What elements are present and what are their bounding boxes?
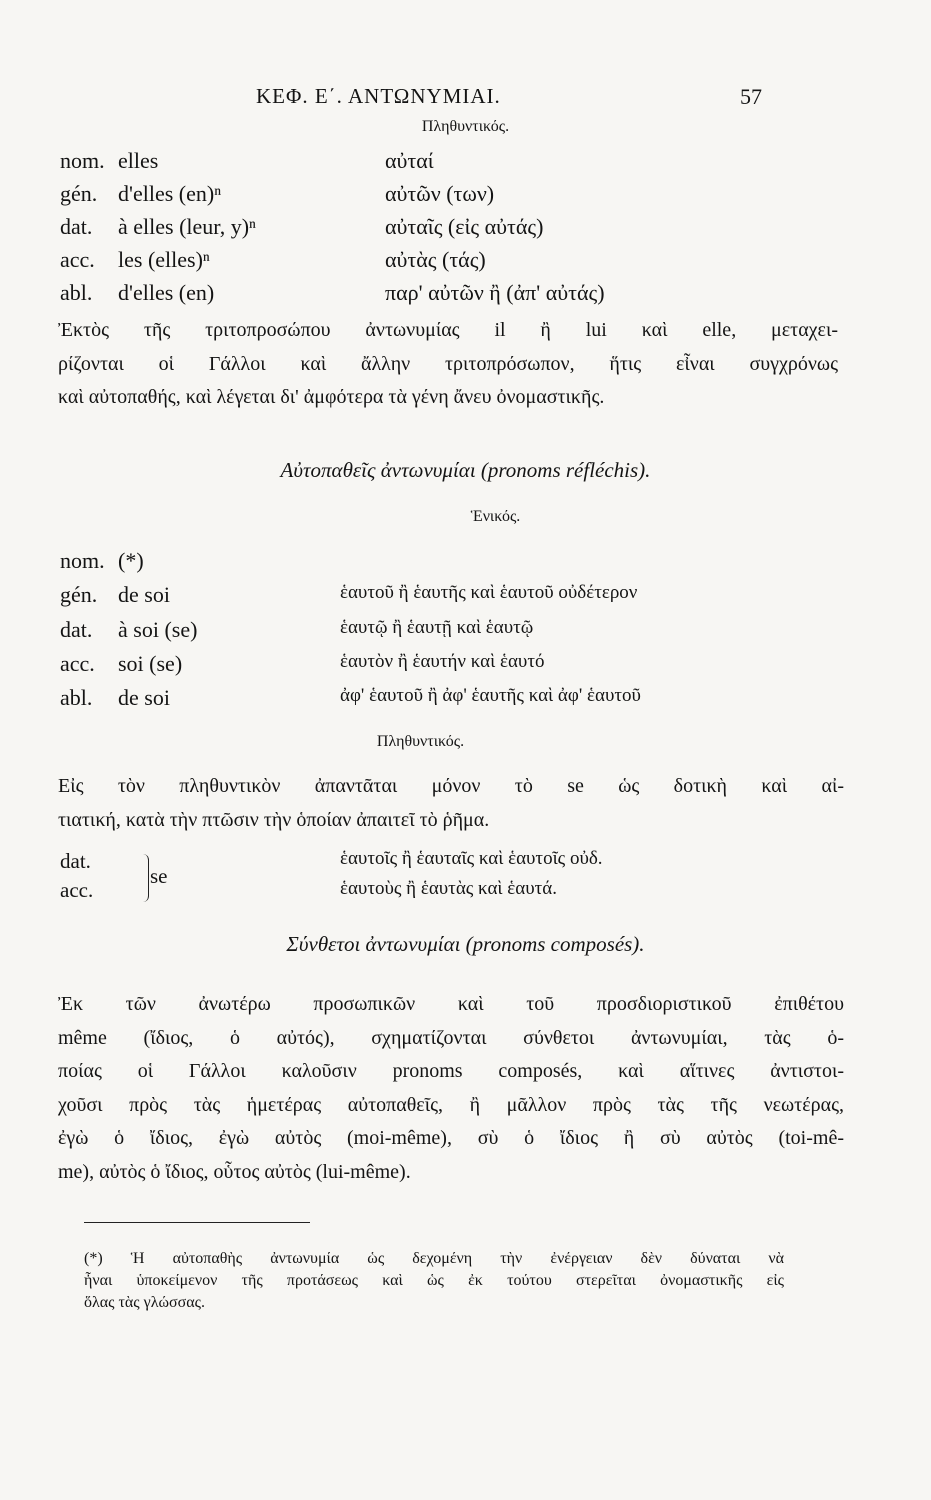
- case-label: abl.: [60, 280, 93, 305]
- case-label: acc.: [60, 247, 95, 272]
- text-line: même (ἴδιος, ὁ αὐτός), σχηματίζονται σύνθετοι ἀντωνυμίαι, τὰς ὁ-: [58, 1026, 844, 1049]
- case-label: dat.: [60, 214, 93, 239]
- greek-dat: ἑαυτοῖς ἢ ἑαυταῖς καὶ ἑαυτοῖς οὐδ.: [340, 848, 603, 869]
- case-label-dat: dat.: [60, 849, 91, 873]
- text-line: Ἐκ τῶν ἀνωτέρω προσωπικῶν καὶ τοῦ προσδιοριστικοῦ ἐπιθέτου: [58, 993, 844, 1015]
- paragraph-compound: [58, 988, 844, 1189]
- table-row: [60, 280, 880, 312]
- plural-caption: Πληθυντικός.: [421, 118, 510, 135]
- table-row: [60, 582, 880, 614]
- text-line: ρίζονται οἱ Γάλλοι καὶ ἄλλην τριτοπρόσωπον, ἥτις εἶναι συγχρόνως: [58, 352, 838, 375]
- greek-form: αὐταῖς (εἰς αὐτάς): [385, 214, 544, 239]
- case-label: nom.: [60, 548, 105, 573]
- page-number: 57: [740, 84, 762, 109]
- text-line: καὶ αὐτοπαθής, καὶ λέγεται δι' ἀμφότερα τὰ γένη ἄνευ ὀνομαστικῆς.: [58, 386, 605, 408]
- french-form: d'elles (en): [118, 280, 215, 305]
- footnote-line: ἦναι ὑποκείμενον τῆς προτάσεως καὶ ὡς ἐκ τούτου στερεῖται ὀνομαστικῆς εἰς: [84, 1272, 784, 1289]
- table-row: [60, 685, 880, 717]
- greek-form: ἑαυτὸν ἢ ἑαυτήν καὶ ἑαυτό: [340, 651, 545, 672]
- greek-form: παρ' αὐτῶν ἢ (ἀπ' αὐτάς): [385, 280, 605, 305]
- table-row: [60, 548, 880, 580]
- case-label: nom.: [60, 148, 105, 173]
- reflexive-heading: Αὐτοπαθεῖς ἀντωνυμίαι (pronoms réfléchis).: [280, 458, 651, 482]
- table-row: [60, 181, 880, 213]
- case-label: abl.: [60, 685, 93, 710]
- greek-form: ἑαυτῷ ἢ ἑαυτῇ καὶ ἑαυτῷ: [340, 617, 534, 638]
- text-line: ποίας οἱ Γάλλοι καλοῦσιν pronoms composés, καὶ αἵτινες ἀντιστοι-: [58, 1060, 844, 1082]
- case-label: gén.: [60, 181, 98, 206]
- footnote-line: (*) Ἡ αὐτοπαθὴς ἀντωνυμία ὡς δεχομένη τὴν ἐνέργειαν δὲν δύναται νὰ: [84, 1250, 784, 1267]
- greek-form: ἑαυτοῦ ἢ ἑαυτῆς καὶ ἑαυτοῦ οὐδέτερον: [340, 582, 638, 603]
- table-row: [60, 617, 880, 649]
- french-form: à elles (leur, y)ⁿ: [118, 214, 256, 239]
- greek-acc: ἑαυτοὺς ἢ ἑαυτὰς καὶ ἑαυτά.: [340, 878, 557, 899]
- case-label-acc: acc.: [60, 878, 94, 902]
- footnote-line: ὅλας τὰς γλώσσας.: [84, 1294, 205, 1311]
- french-form: de soi: [118, 685, 170, 710]
- se-word: se: [150, 864, 168, 888]
- french-form: soi (se): [118, 651, 183, 676]
- french-form: à soi (se): [118, 617, 198, 642]
- greek-form: ἀφ' ἑαυτοῦ ἢ ἀφ' ἑαυτῆς καὶ ἀφ' ἑαυτοῦ: [340, 685, 641, 706]
- text-line: τιατική, κατὰ τὴν πτῶσιν τὴν ὁποίαν ἀπαιτεῖ τὸ ῥῆμα.: [58, 808, 490, 831]
- singular-caption: Ἑνικός.: [470, 508, 521, 525]
- french-form: elles: [118, 148, 159, 173]
- compound-heading: Σύνθετοι ἀντωνυμίαι (pronoms composés).: [286, 932, 645, 956]
- table-row: [60, 651, 880, 683]
- case-label: gén.: [60, 582, 98, 607]
- table-row: [60, 214, 880, 246]
- footnote-rule: [84, 1222, 310, 1223]
- french-form: de soi: [118, 582, 170, 607]
- running-header: ΚΕΦ. Ε΄. ΑΝΤΩΝΥΜΙΑΙ.: [256, 84, 501, 108]
- plural-caption-2: Πληθυντικός.: [376, 733, 465, 750]
- text-line: Εἰς τὸν πληθυντικὸν ἀπαντᾶται μόνον τὸ se ὡς δοτικὴ καὶ αἰ-: [58, 775, 844, 797]
- table-row: [60, 148, 880, 180]
- case-label: dat.: [60, 617, 93, 642]
- table-row: [60, 247, 880, 279]
- french-form: (*): [118, 548, 144, 573]
- footnote: [84, 1248, 784, 1314]
- paragraph-third-person: [58, 314, 838, 415]
- text-line: χοῦσι πρὸς τὰς ἡμετέρας αὐτοπαθεῖς, ἢ μᾶλλον πρὸς τὰς τῆς νεωτέρας,: [58, 1093, 844, 1116]
- text-line: me), αὐτὸς ὁ ἴδιος, οὗτος αὐτὸς (lui-même).: [58, 1160, 411, 1183]
- text-line: ἐγὼ ὁ ἴδιος, ἐγὼ αὐτὸς (moi-même), σὺ ὁ ἴδιος ἢ σὺ αὐτὸς (toi-mê-: [58, 1127, 844, 1149]
- french-form: d'elles (en)ⁿ: [118, 181, 222, 206]
- grouping-brace: [138, 854, 149, 902]
- text-line: Ἐκτὸς τῆς τριτοπροσώπου ἀντωνυμίας il ἢ lui καὶ elle, μεταχει-: [58, 319, 838, 341]
- greek-form: αὐτῶν (των): [385, 181, 495, 206]
- paragraph-se-usage: [58, 770, 844, 837]
- greek-form: αὐταί: [385, 148, 434, 173]
- greek-form: αὐτὰς (τάς): [385, 247, 486, 272]
- french-form: les (elles)ⁿ: [118, 247, 210, 272]
- case-label: acc.: [60, 651, 95, 676]
